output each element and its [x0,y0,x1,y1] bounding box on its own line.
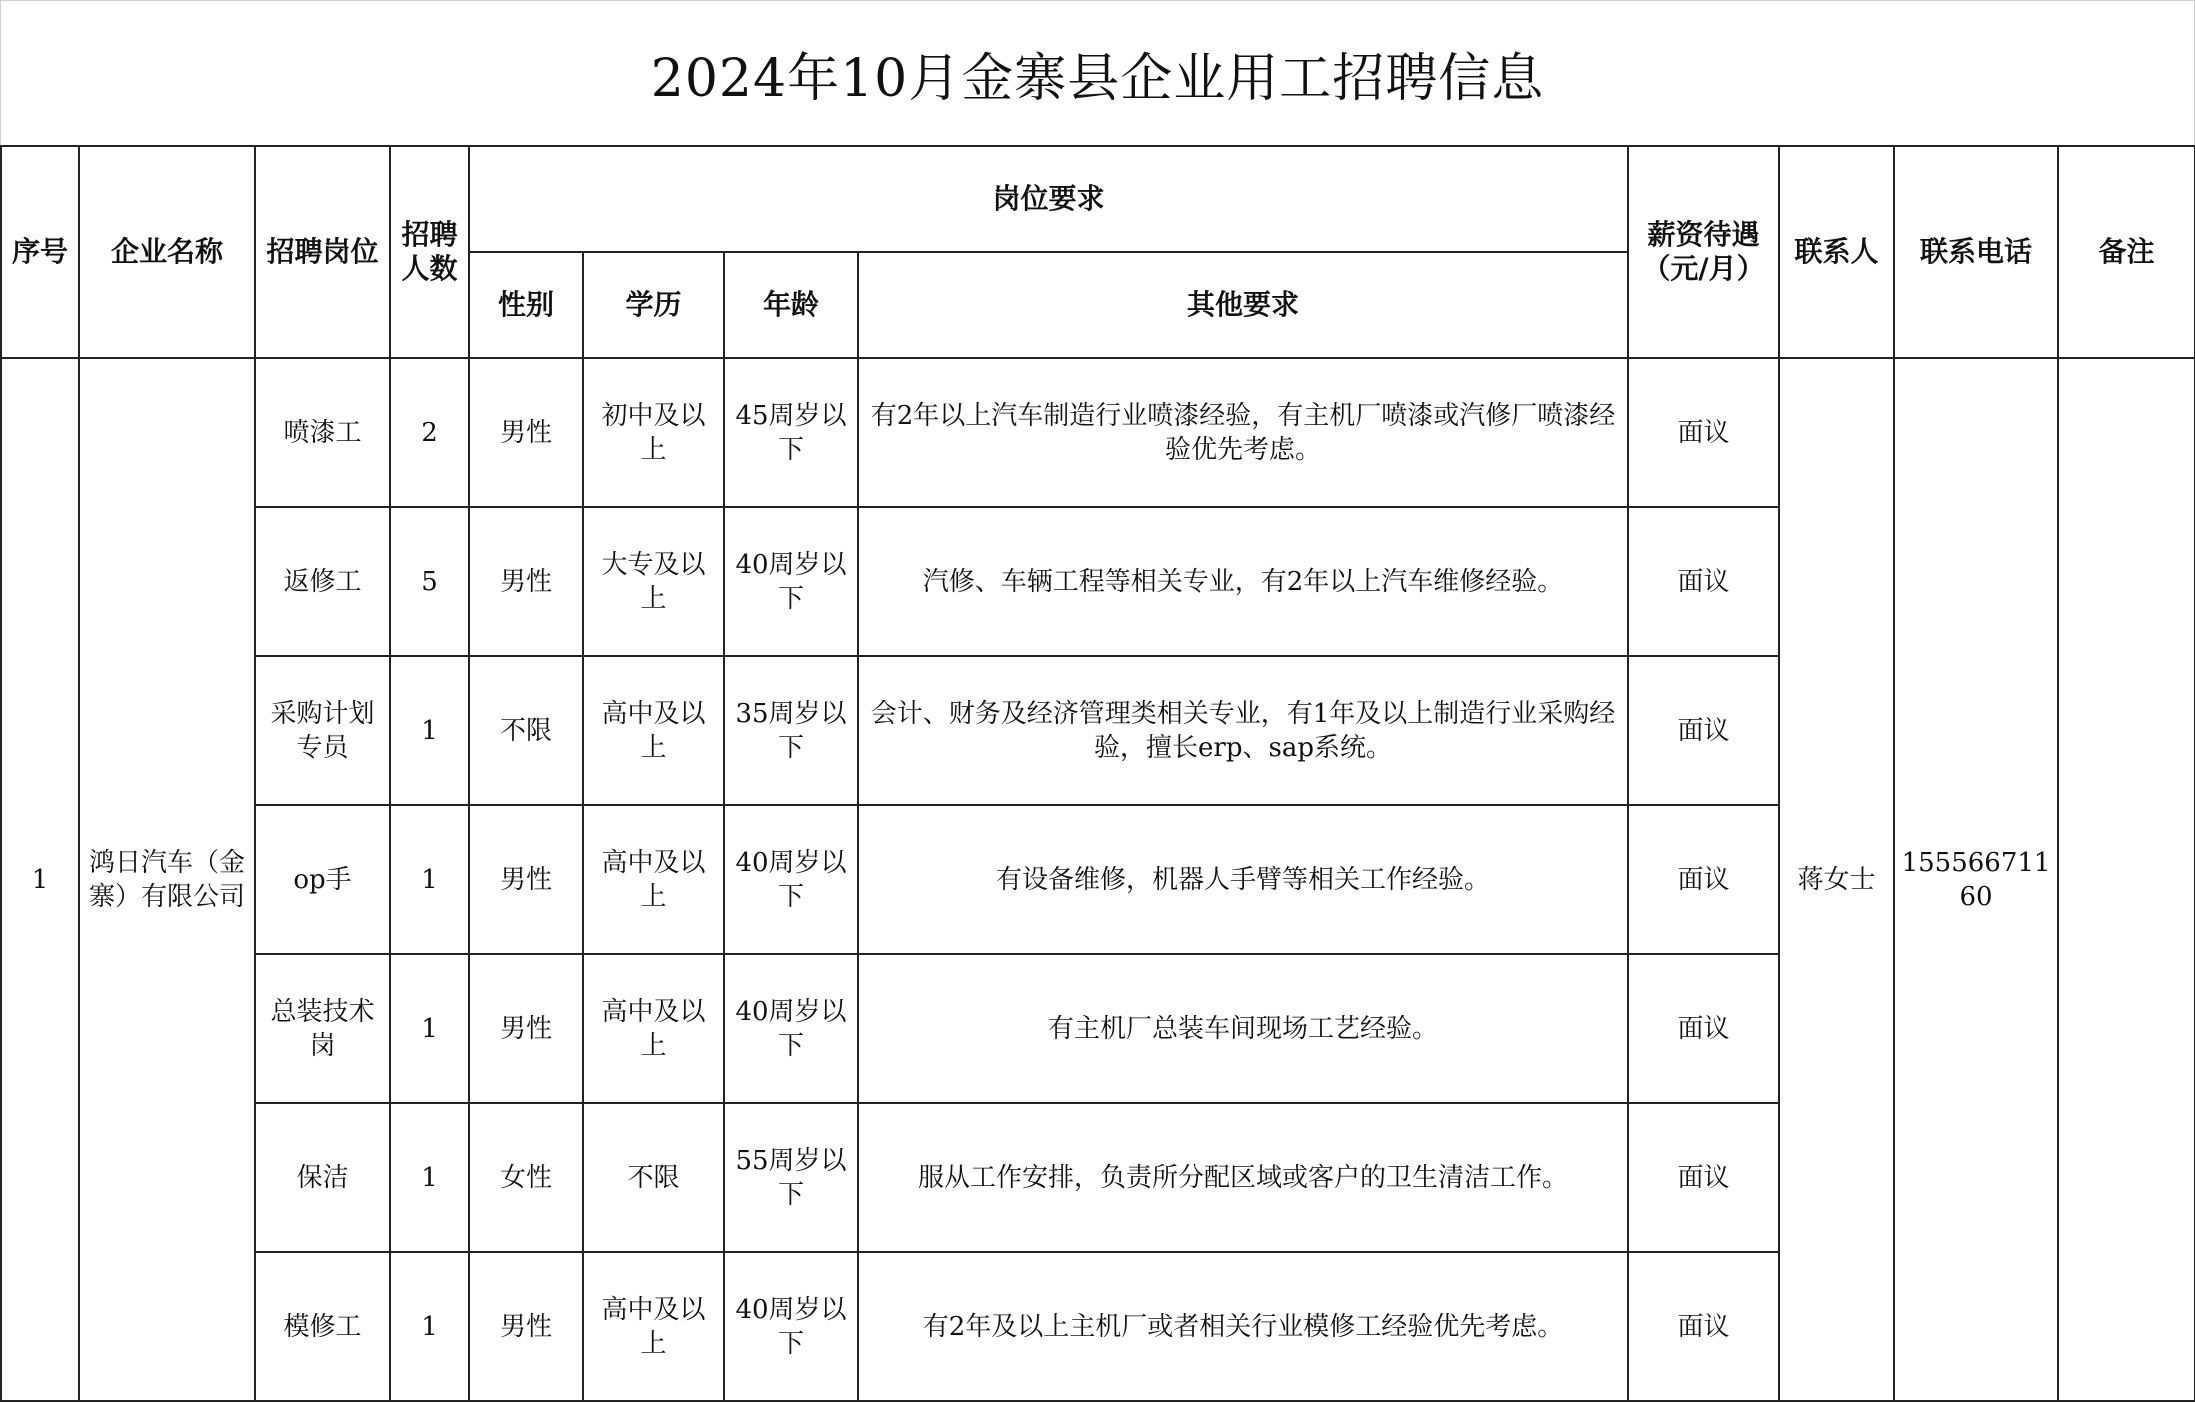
cell-salary: 面议 [1628,805,1779,954]
cell-age: 40周岁以下 [724,1252,858,1401]
page-title: 2024年10月金寨县企业用工招聘信息 [0,0,2195,146]
header-gender: 性别 [469,252,583,358]
cell-salary: 面议 [1628,1252,1779,1401]
cell-other: 有主机厂总装车间现场工艺经验。 [858,954,1628,1103]
cell-salary: 面议 [1628,507,1779,656]
cell-gender: 男性 [469,954,583,1103]
cell-count: 5 [390,507,469,656]
cell-other: 汽修、车辆工程等相关专业，有2年以上汽车维修经验。 [858,507,1628,656]
header-company: 企业名称 [79,146,255,358]
cell-gender: 男性 [469,1252,583,1401]
cell-position: 采购计划专员 [255,656,390,805]
cell-position: 总装技术岗 [255,954,390,1103]
cell-other: 服从工作安排，负责所分配区域或客户的卫生清洁工作。 [858,1103,1628,1252]
header-contact: 联系人 [1779,146,1894,358]
cell-salary: 面议 [1628,656,1779,805]
header-remark: 备注 [2058,146,2195,358]
cell-position: 返修工 [255,507,390,656]
cell-other: 有设备维修，机器人手臂等相关工作经验。 [858,805,1628,954]
cell-count: 1 [390,954,469,1103]
cell-education: 初中及以上 [583,358,724,507]
cell-salary: 面议 [1628,954,1779,1103]
cell-gender: 女性 [469,1103,583,1252]
cell-age: 45周岁以下 [724,358,858,507]
cell-count: 1 [390,656,469,805]
header-count: 招聘人数 [390,146,469,358]
cell-gender: 男性 [469,358,583,507]
cell-age: 40周岁以下 [724,507,858,656]
header-position: 招聘岗位 [255,146,390,358]
cell-gender: 男性 [469,805,583,954]
company-name: 鸿日汽车（金寨）有限公司 [79,358,255,1401]
contact-person: 蒋女士 [1779,358,1894,1401]
header-other: 其他要求 [858,252,1628,358]
cell-other: 会计、财务及经济管理类相关专业，有1年及以上制造行业采购经验，擅长erp、sap系统。 [858,656,1628,805]
contact-phone: 15556671160 [1894,358,2058,1401]
cell-gender: 男性 [469,507,583,656]
cell-age: 35周岁以下 [724,656,858,805]
header-education: 学历 [583,252,724,358]
cell-gender: 不限 [469,656,583,805]
remark-cell [2058,358,2195,1401]
header-row-1 [1,146,2195,252]
cell-education: 不限 [583,1103,724,1252]
cell-salary: 面议 [1628,358,1779,507]
cell-count: 1 [390,1252,469,1401]
cell-position: 保洁 [255,1103,390,1252]
header-age: 年龄 [724,252,858,358]
company-index: 1 [1,358,79,1401]
cell-age: 40周岁以下 [724,805,858,954]
cell-age: 40周岁以下 [724,954,858,1103]
cell-count: 1 [390,805,469,954]
cell-education: 高中及以上 [583,954,724,1103]
cell-position: 喷漆工 [255,358,390,507]
cell-other: 有2年及以上主机厂或者相关行业模修工经验优先考虑。 [858,1252,1628,1401]
header-index: 序号 [1,146,79,358]
cell-education: 大专及以上 [583,507,724,656]
cell-education: 高中及以上 [583,1252,724,1401]
recruitment-table [0,145,2195,1402]
cell-education: 高中及以上 [583,805,724,954]
cell-other: 有2年以上汽车制造行业喷漆经验，有主机厂喷漆或汽修厂喷漆经验优先考虑。 [858,358,1628,507]
header-phone: 联系电话 [1894,146,2058,358]
cell-count: 2 [390,358,469,507]
cell-age: 55周岁以下 [724,1103,858,1252]
table-row [1,358,2195,507]
cell-count: 1 [390,1103,469,1252]
header-requirements: 岗位要求 [469,146,1628,252]
header-salary: 薪资待遇（元/月） [1628,146,1779,358]
cell-position: 模修工 [255,1252,390,1401]
cell-position: op手 [255,805,390,954]
cell-education: 高中及以上 [583,656,724,805]
cell-salary: 面议 [1628,1103,1779,1252]
